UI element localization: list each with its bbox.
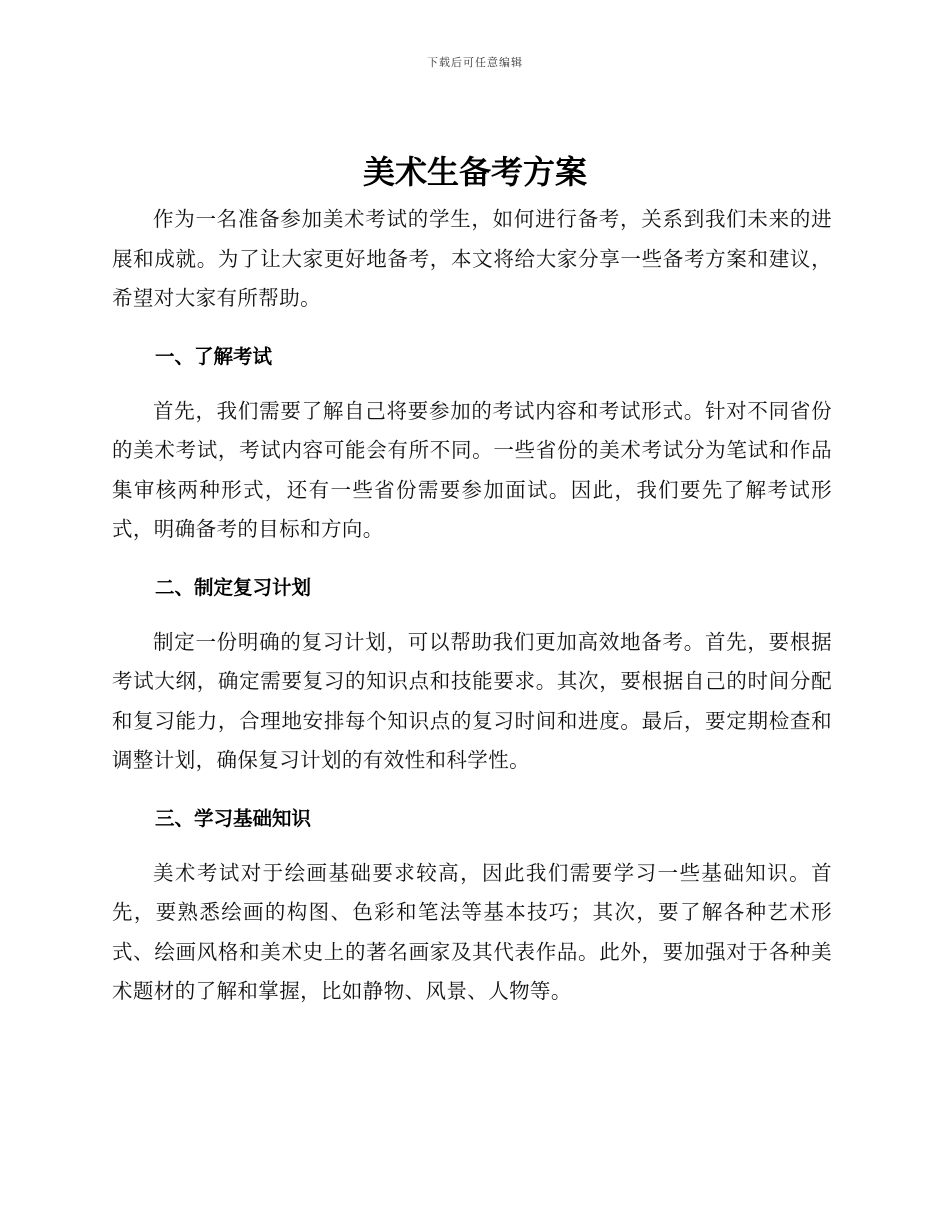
page-header: 下载后可任意编辑: [427, 56, 523, 69]
intro-paragraph: 作为一名准备参加美术考试的学生，如何进行备考，关系到我们未来的进展和成就。为了让大家更好地备考，本文将给大家分享一些备考方案和建议，希望对大家有所帮助。: [112, 207, 832, 310]
section-heading-2: 二、制定复习计划: [155, 575, 312, 599]
section-heading-3: 三、学习基础知识: [155, 806, 312, 830]
section-paragraph-1: 首先，我们需要了解自己将要参加的考试内容和考试形式。针对不同省份的美术考试，考试内容可能会有所不同。一些省份的美术考试分为笔试和作品集审核两种形式，还有一些省份需要参加面试。因此，我们要先了解考试形式，明确备考的目标和方向。: [112, 398, 832, 541]
document-body: [112, 200, 832, 1012]
section-heading-1: 一、了解考试: [155, 344, 273, 368]
document-title: 美术生备考方案: [362, 153, 587, 191]
section-paragraph-3: 美术考试对于绘画基础要求较高，因此我们需要学习一些基础知识。首先，要熟悉绘画的构图、色彩和笔法等基本技巧；其次，要了解各种艺术形式、绘画风格和美术史上的著名画家及其代表作品。此外，要加强对于各种美术题材的了解和掌握，比如静物、风景、人物等。: [112, 860, 832, 1003]
section-paragraph-2: 制定一份明确的复习计划，可以帮助我们更加高效地备考。首先，要根据考试大纲，确定需要复习的知识点和技能要求。其次，要根据自己的时间分配和复习能力，合理地安排每个知识点的复习时间和进度。最后，要定期检查和调整计划，确保复习计划的有效性和科学性。: [112, 629, 832, 772]
